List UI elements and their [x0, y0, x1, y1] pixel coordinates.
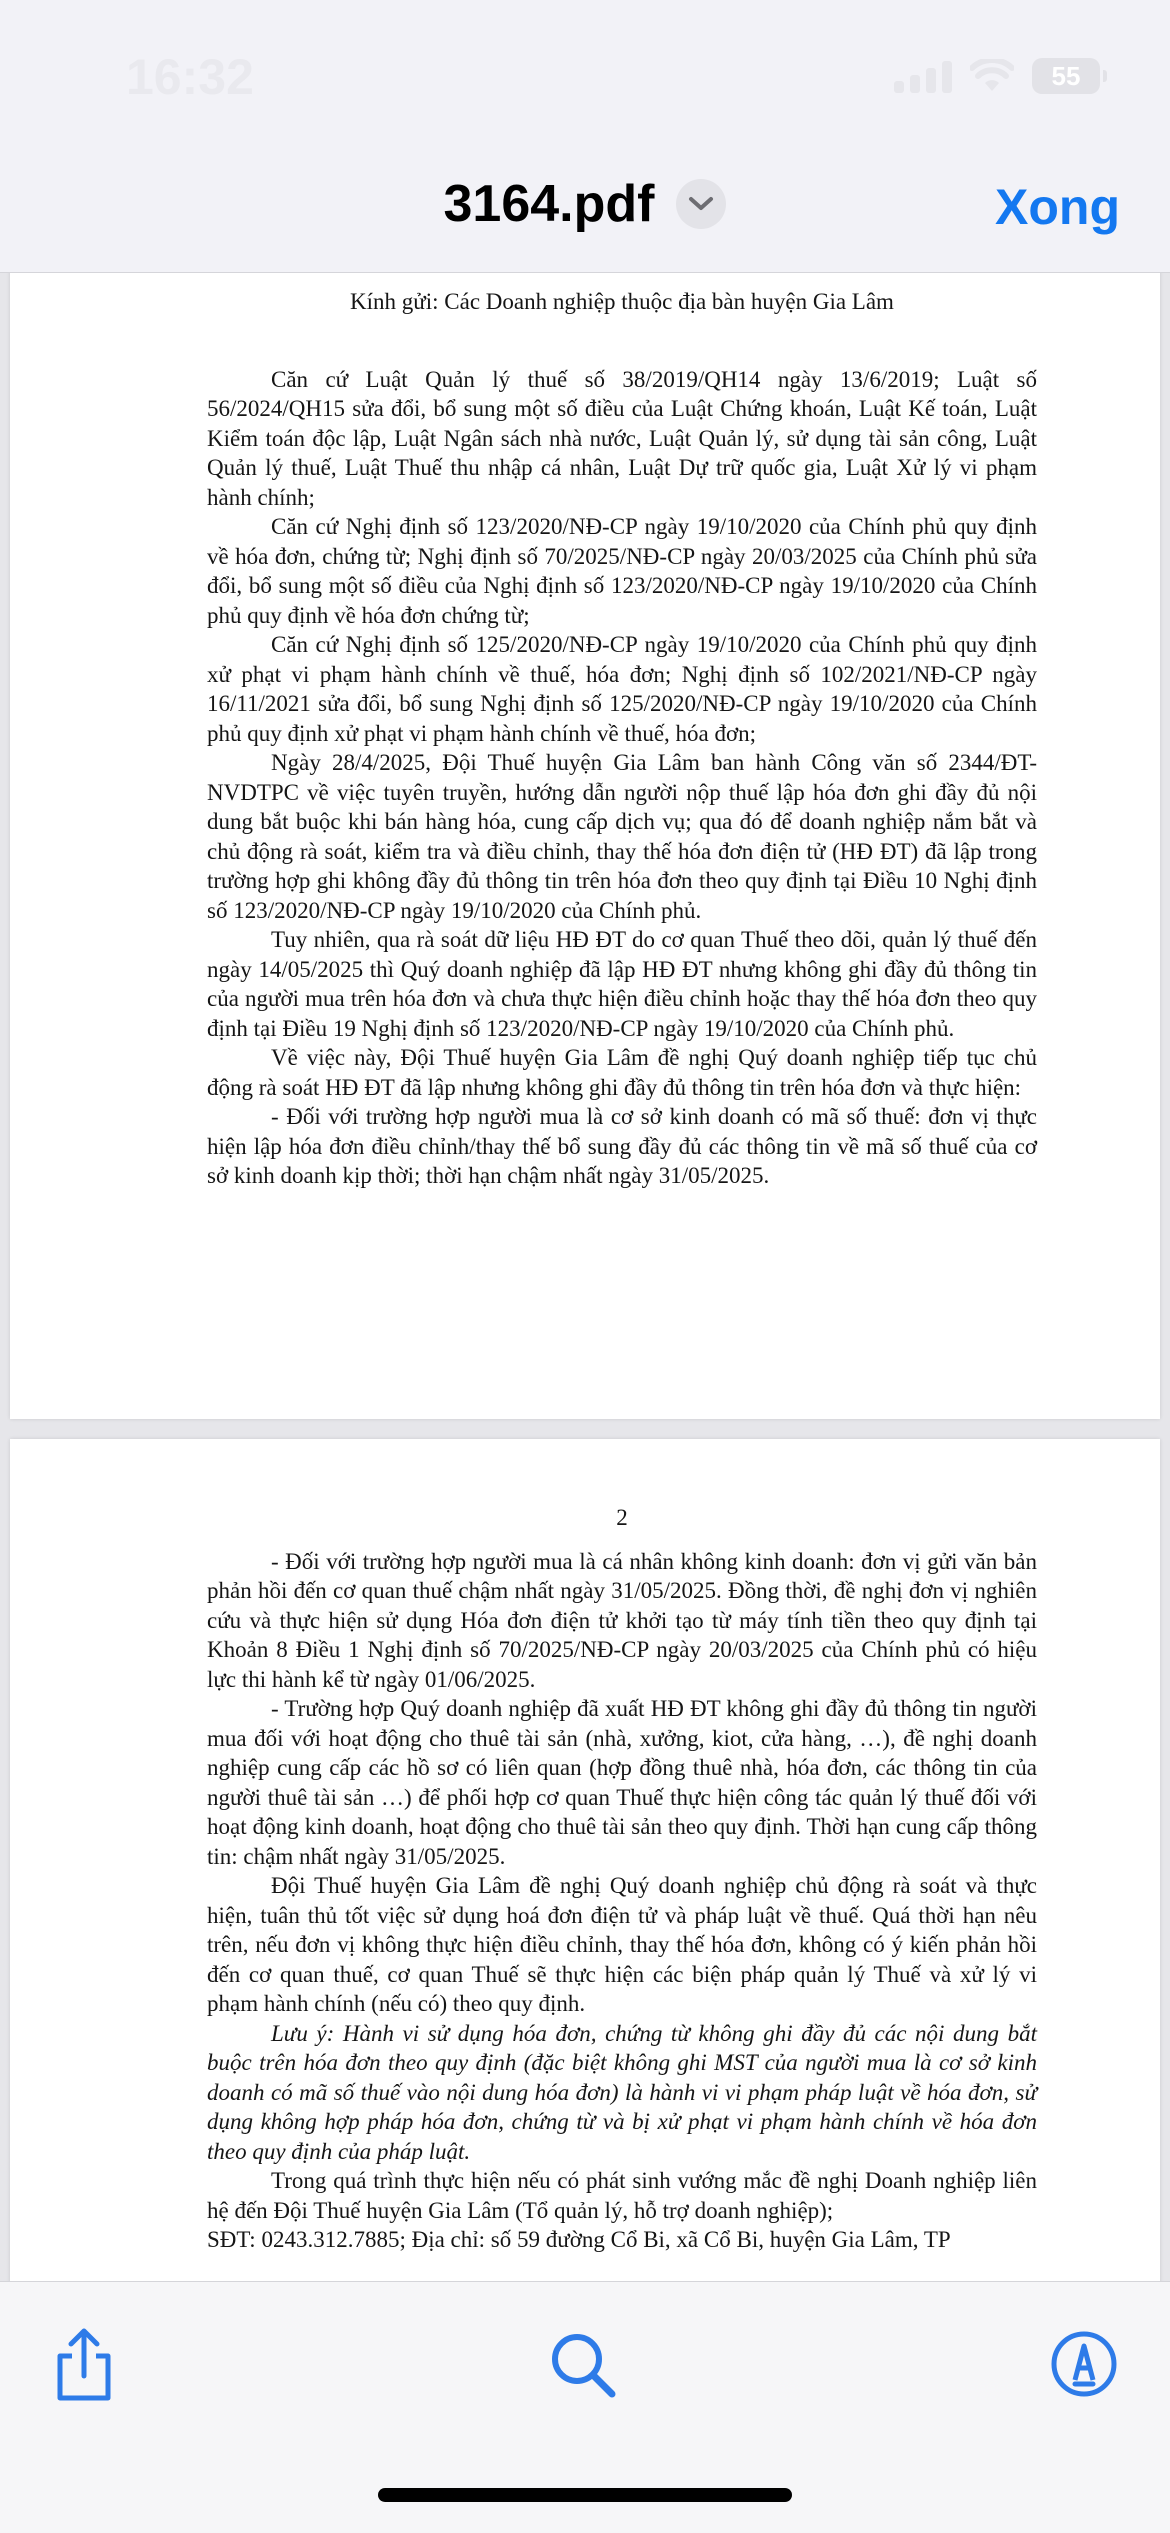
paragraph: Ngày 28/4/2025, Đội Thuế huyện Gia Lâm ban hành Công văn số 2344/ĐT-NVDTPC về việc tuyên truyền, hướng dẫn người nộp thuế lập hóa đơn ghi đầy đủ nội dung bắt buộc khi bán hàng hóa, cung cấp dịch vụ; qua đó để doanh nghiệp nắm bắt và chủ động rà soát, kiểm tra và điều chỉnh, thay thế hóa đơn điện tử (HĐ ĐT) đã lập trong trường hợp ghi không đầy đủ thông tin trên hóa đơn theo quy định tại Điều 10 Nghị định số 123/2020/NĐ-CP ngày 19/10/2020 của Chính phủ. — [207, 750, 1037, 923]
markup-icon — [1050, 2330, 1118, 2398]
status-icons — [894, 58, 1100, 94]
share-button[interactable] — [52, 2328, 116, 2407]
page-1-content — [207, 287, 1037, 1191]
battery-icon — [1032, 58, 1100, 94]
cellular-signal-icon — [894, 59, 952, 93]
paragraph: Tuy nhiên, qua rà soát dữ liệu HĐ ĐT do cơ quan Thuế theo dõi, quản lý thuế đến ngày 14/05/2025 thì Quý doanh nghiệp đã lập HĐ ĐT nhưng không ghi đầy đủ thông tin của người mua trên hóa đơn và chưa thực hiện điều chỉnh hoặc thay thế hóa đơn theo quy định tại Điều 19 Nghị định số 123/2020/NĐ-CP ngày 19/10/2020 của Chính phủ. — [207, 927, 1037, 1041]
done-button[interactable]: Xong — [995, 179, 1120, 235]
note-paragraph: Lưu ý: Hành vi sử dụng hóa đơn, chứng từ không ghi đầy đủ các nội dung bắt buộc trên hóa đơn theo quy định (đặc biệt không ghi MST của người mua là cơ sở kinh doanh có mã số thuế vào nội dung hóa đơn) là hành vi vi phạm pháp luật về hóa đơn, sử dụng không hợp pháp hóa đơn, chứng từ và bị xử phạt vi phạm hành chính về hóa đơn theo quy định của pháp luật. — [207, 2020, 1037, 2164]
salutation: Kính gửi: Các Doanh nghiệp thuộc địa bàn huyện Gia Lâm — [350, 289, 894, 314]
document-title[interactable]: 3164.pdf — [443, 175, 655, 233]
share-icon — [52, 2328, 116, 2402]
pdf-page-2 — [10, 1439, 1160, 2281]
paragraph: Căn cứ Nghị định số 125/2020/NĐ-CP ngày 19/10/2020 của Chính phủ quy định xử phạt vi phạm hành chính về thuế, hóa đơn; Nghị định số 102/2021/NĐ-CP ngày 16/11/2021 sửa đổi, bổ sung Nghị định số 125/2020/NĐ-CP ngày 19/10/2020 của Chính phủ quy định xử phạt vi phạm hành chính về thuế, hóa đơn; — [207, 632, 1037, 746]
paragraph: Căn cứ Nghị định số 123/2020/NĐ-CP ngày 19/10/2020 của Chính phủ quy định về hóa đơn, chứng từ; Nghị định số 70/2025/NĐ-CP ngày 20/03/2025 của Chính phủ sửa đổi, bổ sung một số điều của Nghị định số 123/2020/NĐ-CP ngày 19/10/2020 của Chính phủ quy định về hóa đơn chứng từ; — [207, 514, 1037, 628]
home-indicator[interactable] — [378, 2488, 792, 2502]
wifi-icon — [970, 59, 1014, 93]
contact-line: SĐT: 0243.312.7885; Địa chỉ: số 59 đường Cổ Bi, xã Cổ Bi, huyện Gia Lâm, TP — [207, 2227, 951, 2252]
battery-level: 55 — [1051, 60, 1081, 91]
paragraph: Trong quá trình thực hiện nếu có phát sinh vướng mắc đề nghị Doanh nghiệp liên hệ đến Đội Thuế huyện Gia Lâm (Tổ quản lý, hỗ trợ doanh nghiệp); — [207, 2168, 1037, 2223]
chevron-down-icon — [688, 196, 714, 212]
nav-bar — [0, 150, 1170, 273]
paragraph: Đội Thuế huyện Gia Lâm đề nghị Quý doanh nghiệp chủ động rà soát và thực hiện, tuân thủ tốt việc sử dụng hoá đơn điện tử và pháp luật về thuế. Quá thời hạn nêu trên, nếu đơn vị không thực hiện điều chỉnh, thay thế hóa đơn, không có ý kiến phản hồi đến cơ quan thuế, cơ quan Thuế sẽ thực hiện các biện pháp quản lý Thuế và xử lý vi phạm hành chính (nếu có) theo quy định. — [207, 1873, 1037, 2016]
title-menu-button[interactable] — [676, 179, 726, 229]
status-bar — [0, 0, 1170, 150]
status-time: 16:32 — [126, 49, 254, 105]
paragraph: - Đối với trường hợp người mua là cơ sở kinh doanh có mã số thuế: đơn vị thực hiện lập hóa đơn điều chỉnh/thay thế bổ sung đầy đủ các thông tin về mã số thuế của cơ sở kinh doanh kịp thời; thời hạn chậm nhất ngày 31/05/2025. — [207, 1104, 1037, 1188]
markup-button[interactable] — [1050, 2330, 1118, 2403]
paragraph: - Trường hợp Quý doanh nghiệp đã xuất HĐ ĐT không ghi đầy đủ thông tin người mua đối với hoạt động cho thuê tài sản (nhà, xưởng, kiot, cửa hàng, …), đề nghị doanh nghiệp cung cấp các hồ sơ có liên quan (hợp đồng thuê nhà, hóa đơn, các thông tin của người thuê tài sản …) để phối hợp cơ quan Thuế thực hiện công tác quản lý thuế đối với hoạt động kinh doanh, hoạt động cho thuê tài sản theo quy định. Thời hạn cung cấp thông tin: chậm nhất ngày 31/05/2025. — [207, 1696, 1037, 1869]
page-number: 2 — [616, 1505, 628, 1530]
search-icon — [550, 2332, 616, 2398]
paragraph: Căn cứ Luật Quản lý thuế số 38/2019/QH14 ngày 13/6/2019; Luật số 56/2024/QH15 sửa đổi, bổ sung một số điều của Luật Chứng khoán, Luật Kế toán, Luật Kiểm toán độc lập, Luật Ngân sách nhà nước, Luật Quản lý, sử dụng tài sản công, Luật Quản lý thuế, Luật Thuế thu nhập cá nhân, Luật Dự trữ quốc gia, Luật Xử lý vi phạm hành chính; — [207, 366, 1037, 510]
paragraph: Về việc này, Đội Thuế huyện Gia Lâm đề nghị Quý doanh nghiệp tiếp tục chủ động rà soát HĐ ĐT đã lập nhưng không ghi đầy đủ thông tin trên hóa đơn và thực hiện: — [207, 1045, 1037, 1100]
page-2-content — [207, 1503, 1037, 2255]
pdf-page-1 — [10, 273, 1160, 1419]
search-button[interactable] — [550, 2332, 616, 2403]
paragraph: - Đối với trường hợp người mua là cá nhân không kinh doanh: đơn vị gửi văn bản phản hồi đến cơ quan thuế chậm nhất ngày 31/05/2025. Đồng thời, đề nghị đơn vị nghiên cứu và thực hiện sử dụng Hóa đơn điện tử khởi tạo từ máy tính tiền theo quy định tại Khoản 8 Điều 1 Nghị định số 70/2025/NĐ-CP ngày 20/03/2025 của Chính phủ có hiệu lực thi hành kể từ ngày 01/06/2025. — [207, 1548, 1037, 1692]
pdf-viewer[interactable] — [0, 273, 1170, 2281]
